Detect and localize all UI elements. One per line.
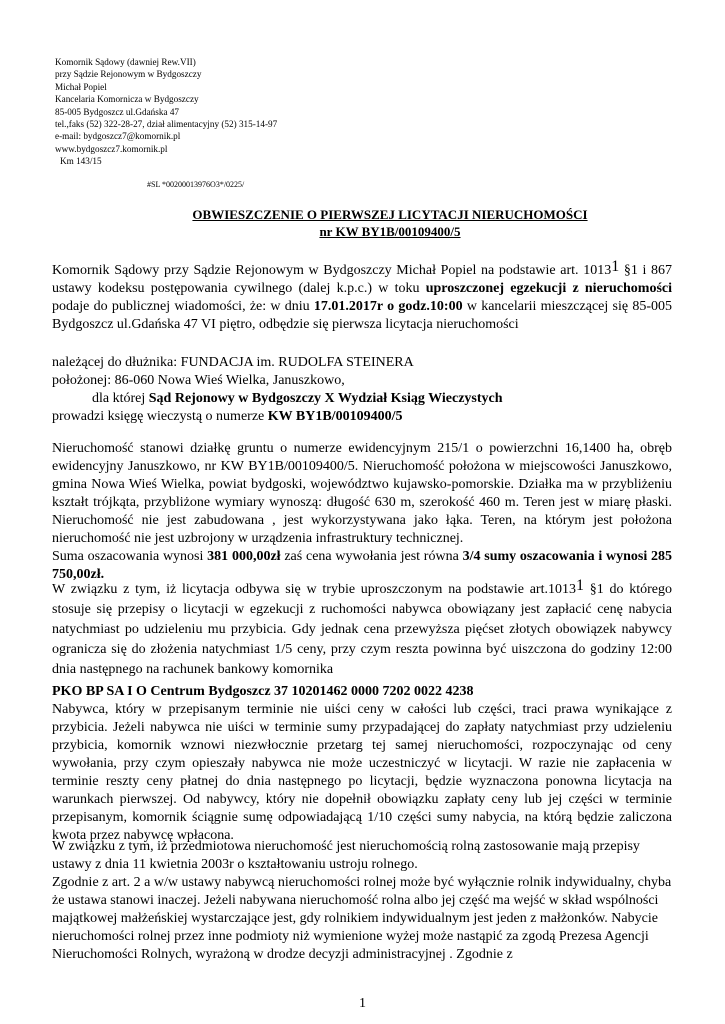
header-website: www.bydgoszcz7.komornik.pl [55,143,168,154]
location-line: położonej: 86-060 Nowa Wieś Wielka, Januszkowo, [52,373,345,388]
header-line: Kancelaria Komornicza w Bydgoszczy [55,94,199,105]
signature-code: #SL *00200013976O3*/0225/ [147,180,245,189]
header-line: 85-005 Bydgoszcz ul.Gdańska 47 [55,106,180,117]
bailiff-header [55,56,277,168]
agricultural-law-paragraph: W związku z tym, iż przedmiotowa nieruchomość jest nieruchomością rolną zastosowanie mają przepisy ustawy z dnia 11 kwietnia 2003r o kształtowaniu ustroju rolnego. [52,839,640,872]
document-title: OBWIESZCZENIE O PIERWSZEJ LICYTACJI NIERUCHOMOŚCI [192,207,588,222]
bank-account: PKO BP SA I O Centrum Bydgoszcz 37 10201462 0000 7202 0022 4238 [52,684,474,699]
header-line: przy Sądzie Rejonowym w Bydgoszczy [55,69,202,80]
case-number: Km 143/15 [60,156,102,167]
court-line: dla której Sąd Rejonowy w Bydgoszczy X Wydział Ksiąg Wieczystych [92,391,503,406]
debtor-line: należącej do dłużnika: FUNDACJA im. RUDOLFA STEINERA [52,355,414,370]
payment-terms-paragraph: W związku z tym, iż licytacja odbywa się w trybie uproszczonym na podstawie art.1013$^1$ §1 do którego stosuje się przepisy o licytacji w egzekucji z ruchomości nabywca obowiązany jest zapłacić cenę nabycia natychmiast po udzieleniu mu przybicia. Gdy jednak cena przewyższa pięćset złotych obowiązek nabywcy ogranicza się do złożenia natychmiast 1/5 ceny, przy czym reszta powinna być uiszczona do godziny 12:00 dnia następnego na rachunek bankowy komornika [52,577,672,677]
auction-date: 17.01.2017r o godz.10:00 [313,299,463,314]
document-subtitle-kw: nr KW BY1B/00109400/5 [319,224,461,239]
property-description: Nieruchomość stanowi działkę gruntu o numerze ewidencyjnym 215/1 o powierzchni 16,1400 ha, obręb ewidencyjny Januszkowo, nr KW BY1B/00109400/5. Nieruchomość położona w miejscowości Januszkowo, gmina Nowa Wieś Wielka, powiat bydgoski, województwo kujawsko-pomorskie. Działka ma w przybliżeniu kształt trójkąta, przybliżone wymiary wynoszą: długość 630 m, szerokość 460 m. Teren jest w miarę płaski. Nieruchomość nie jest zabudowana , jest wykorzystywana jako łąka. Teren, na którym jest położona nieruchomość nie jest uzbrojony w urządzenia infrastruktury technicznej. [52,441,672,546]
buyer-eligibility-paragraph: Zgodnie z art. 2 a w/w ustawy nabywcą nieruchomości rolnej może być wyłącznie rolnik indywidualny, chyba że ustawa stanowi inaczej. Jeżeli nabywana nieruchomość rolna albo jej część ma wejść w skład wspólności majątkowej małżeńskiej wystarczające jest, gdy rolnikiem indywidualnym jest jeden z małżonków. Nabycie nieruchomości rolnej przez inne podmioty niż wymienione wyżej może nastąpić za zgodą Prezesa Agencji Nieruchomości Rolnych, wyrażoną w drodze decyzji administracyjnej . Zgodnie z [52,875,672,962]
header-line: Michał Popiel [55,81,107,92]
header-line: Komornik Sądowy (dawniej Rew.VII) [55,57,196,67]
header-line: tel.,faks (52) 322-28-27, dział alimentacyjny (52) 315-14-97 [55,119,278,130]
land-register-line: prowadzi księgę wieczystą o numerze KW BY1B/00109400/5 [52,409,403,424]
header-email: e-mail: bydgoszcz7@komornik.pl [55,131,181,142]
intro-paragraph: Komornik Sądowy przy Sądzie Rejonowym w Bydgoszczy Michał Popiel na podstawie art. 1013$^1$ §1 i 867 ustawy kodeksu postępowania cywilnego (dalej k.p.c.) w toku uproszczonej egzekucji z nieruchomości podaje do publicznej wiadomości, że: w dniu 17.01.2017r o godz.10:00 w kancelarii mieszczącej się 85-005 Bydgoszcz ul.Gdańska 47 VI piętro, odbędzie się pierwsza licytacja nieruchomości [52,258,673,332]
buyer-obligations-paragraph: Nabywca, który w przepisanym terminie nie uiści ceny w całości lub części, traci prawa wynikające z przybicia. Jeżeli nabywca nie uiści w terminie sumy przypadającej do zapłaty natychmiast przy udzieleniu przybicia, komornik wznowi niezwłocznie przetarg tej samej nieruchomości, rozpoczynając od ceny wywołania, przy czym opieszały nabywca nie może uczestniczyć w licytacji. W razie nie zapłacenia w terminie reszty ceny płatnej do dnia następnego po licytacji, będzie wyznaczona ponowna licytacja na warunkach pierwszej. Od nabywcy, który nie dopełnił obowiązku zapłaty ceny lub jej części w terminie przepisanym, komornik ściągnie sumę odpowiadającą 1/10 części sumy nabycia, na którą będzie zaliczona kwota przez nabywcę wpłacona. [52,702,672,843]
page-number: 1 [359,996,366,1011]
valuation-paragraph: Suma oszacowania wynosi 381 000,00zł zaś cena wywołania jest równa 3/4 sumy oszacowania i wynosi 285 750,00zł. [52,549,673,582]
debtor-paragraph [52,354,672,426]
procedure-type: uproszczonej egzekucji z nieruchomości [425,281,672,296]
